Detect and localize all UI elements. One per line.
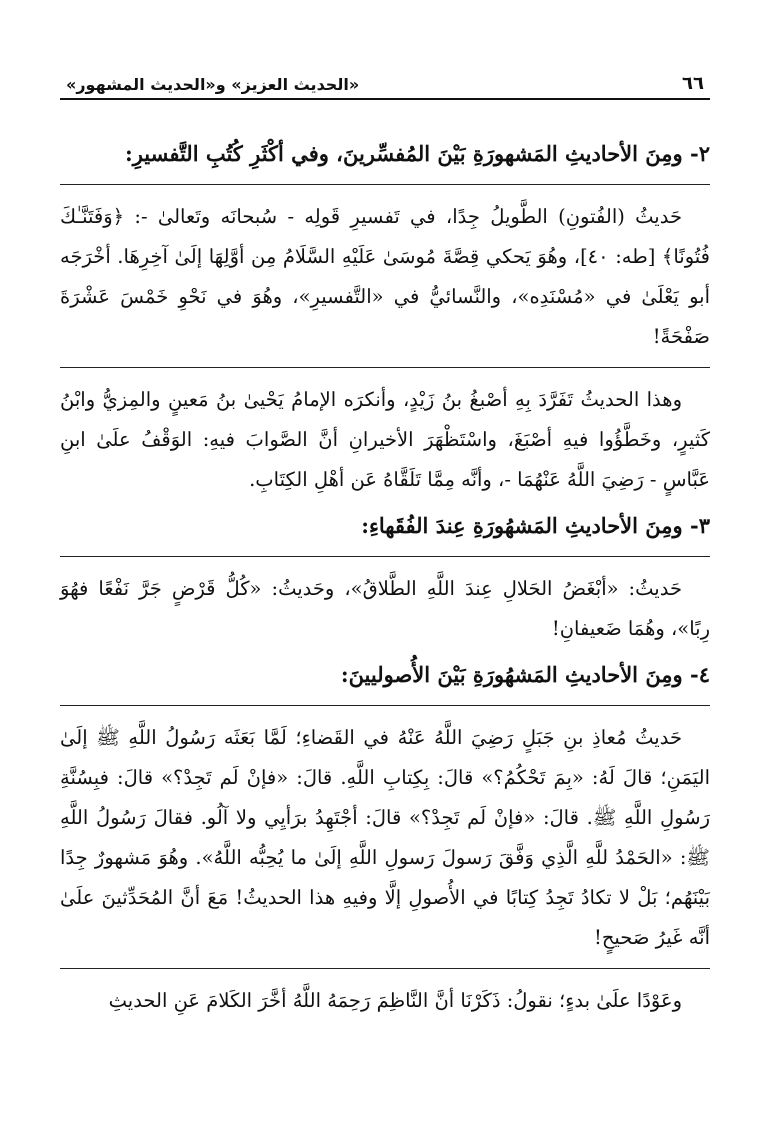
page-content: [60, 134, 710, 1021]
paragraph: حَديثُ مُعاذِ بنِ جَبَلٍ رَضِيَ اللَّهُ عَنْهُ في القَضاءِ؛ لَمَّا بَعَثَه رَسُولُ اللَّهِ ﷺ إلَىٰ اليَمَنِ؛ قالَ لَهُ: «بِمَ تَحْكُمُ؟» قالَ: بِكِتابِ اللَّهِ. قالَ: «فإنْ لَم تَجِدْ؟» قالَ: فبِسُنَّةِ رَسُولِ اللَّهِ ﷺ. قالَ: «فإنْ لَم تَجِدْ؟» قالَ: أجْتَهِدُ برَأيِي ولا آلُو. فقالَ رَسُولُ اللَّهِ ﷺ: «الحَمْدُ للَّهِ الَّذِي وَفَّقَ رَسولَ رَسولِ اللَّهِ إلَىٰ ما يُحِبُّه اللَّهُ». وهُوَ مَشهورٌ جِدًا بَيْنَهُم؛ بَلْ لا تكادُ تَجِدُ كِتابًا في الأُصولِ إلَّا وفيهِ هذا الحديثُ! مَعَ أنَّ المُحَدِّثينَ علَىٰ أنَّه غَيرُ صَحيحٍ!: [60, 726, 710, 949]
section-usuliyyin: [60, 655, 710, 958]
paragraph: وهذا الحديثُ تَفَرَّدَ بِهِ أصْبغُ بنُ زَيْدٍ، وأنكرَه الإمامُ يَحْيىٰ بنُ مَعينٍ والمِزيُّ وابْنُ كَثيرٍ، وخَطَّؤُوا فيهِ أصْبَغَ، واسْتَظْهَرَ الأخيرانِ أنَّ الصَّوابَ فيهِ: الوَقْفُ علَىٰ ابنِ عَبَّاسٍ - رَضِيَ اللَّهُ عَنْهُمَا -، وأنَّه مِمَّا تَلَقَّاهُ عَن أهْلِ الكِتَابِ.: [60, 388, 710, 491]
section-mufassirin: [60, 134, 710, 500]
page-number: ٦٦: [682, 73, 704, 94]
closing-paragraph: وعَوْدًا علَىٰ بدءٍ؛ نقولُ: ذَكَرْنَا أنَّ النَّاظِمَ رَحِمَهُ اللَّهُ أخَّرَ الكَلامَ عَنِ الحديثِ: [108, 989, 682, 1012]
section-heading: ٢- ومِنَ الأحاديثِ المَشهورَةِ بَيْنَ المُفسِّرينَ، وفي أكْثَرِ كُتُبِ التَّفسيرِ:: [124, 141, 710, 166]
running-header: [60, 62, 710, 100]
paragraph: حَديثُ (الفُتونِ) الطَّويلُ جِدًا، في تَفسيرِ قَولِه - سُبحانَه وتَعالىٰ -: ﴿وَفَتَنَّـٰكَ فُتُونًا﴾ [طه: ٤٠]، وهُوَ يَحكي قِصَّةَ مُوسَىٰ عَلَيْهِ السَّلَامُ مِن أوَّلِهَا إلَىٰ آخِرِهَا. أخْرَجَه أبو يَعْلَىٰ في «مُسْنَدِه»، والنَّسائيُّ في «التَّفسيرِ»، وهُوَ في نَحْوِ خَمْسَ عَشْرَةَ صَفْحَةً!: [60, 205, 710, 348]
divider: [60, 968, 710, 969]
divider: [60, 705, 710, 706]
section-fuqaha: [60, 506, 710, 649]
divider: [60, 184, 710, 185]
section-heading: ٤- ومِنَ الأحاديثِ المَشهُورَةِ بَيْنَ الأُصوليينَ:: [340, 662, 710, 687]
paragraph: حَديثُ: «أبْغَضُ الحَلالِ عِندَ اللَّهِ الطَّلاقُ»، وحَديثُ: «كُلُّ قَرْضٍ جَرَّ نَفْعًا فهُوَ رِبًا»، وهُمَا ضَعيفانِ!: [60, 577, 710, 640]
running-title: «الحديث العزيز» و«الحديث المشهور»: [66, 75, 360, 94]
section-heading: ٣- ومِنَ الأحاديثِ المَشهُورَةِ عِندَ الفُقَهاءِ:: [361, 513, 710, 538]
divider: [60, 556, 710, 557]
divider: [60, 367, 710, 368]
